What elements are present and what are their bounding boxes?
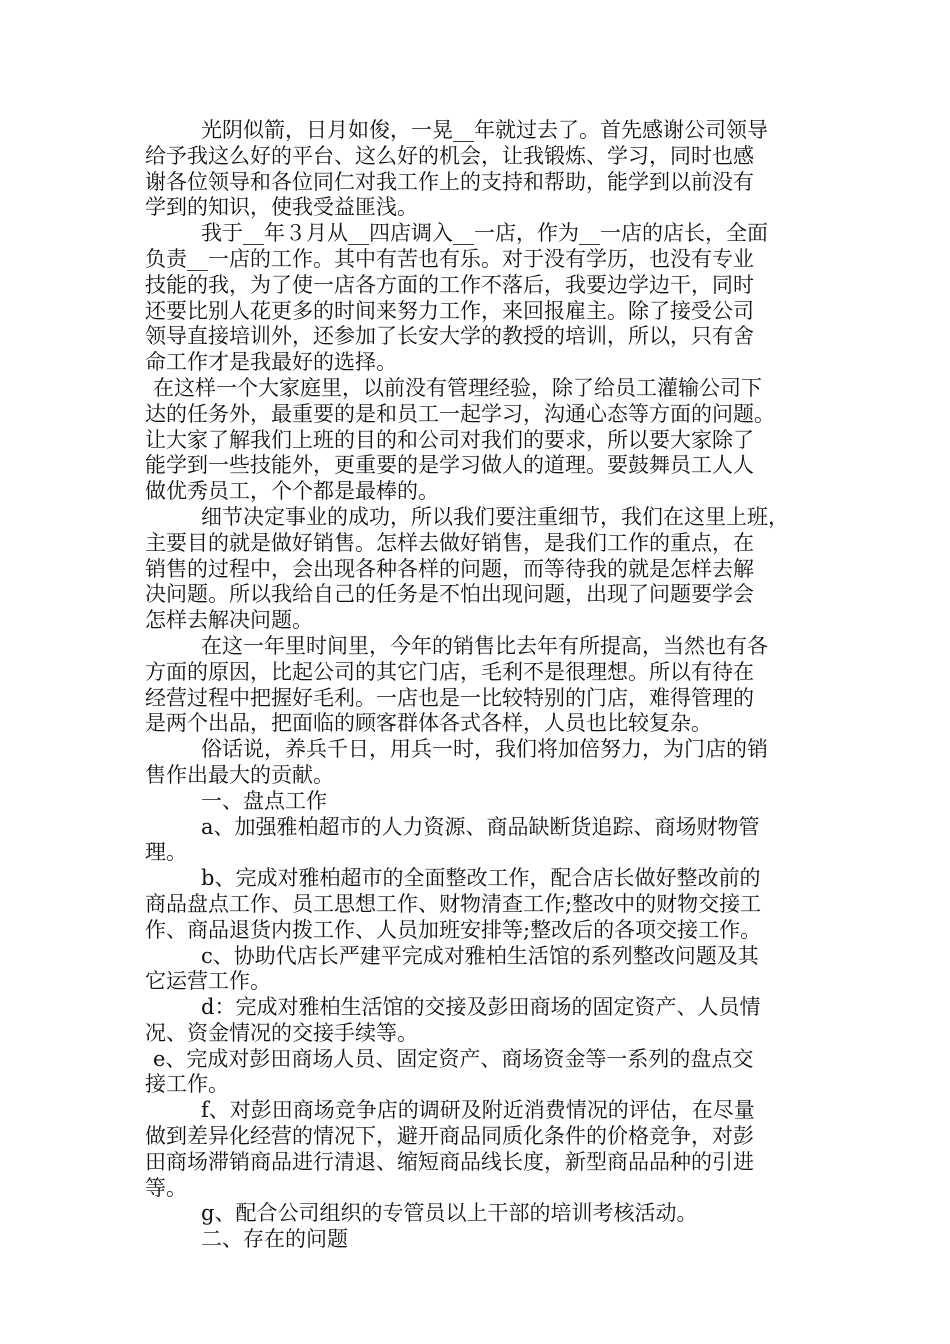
text-line: 给予我这么好的平台、这么好的机会，让我锻炼、学习，同时也感 bbox=[145, 143, 754, 168]
text-line: 学到的知识，使我受益匪浅。 bbox=[145, 195, 418, 220]
text-line: 命工作才是我最好的选择。 bbox=[145, 350, 397, 375]
text-line: 方面的原因，比起公司的其它门店，毛利不是很理想。所以有待在 bbox=[145, 659, 754, 684]
text-line: 让大家了解我们上班的目的和公司对我们的要求，所以要大家除了 bbox=[145, 427, 754, 452]
list-item bbox=[145, 1201, 813, 1227]
text-line: 在这一年里时间里，今年的销售比去年有所提高，当然也有各 bbox=[201, 633, 768, 658]
text-line: d：完成对雅柏生活馆的交接及彭田商场的固定资产、人员情 bbox=[201, 995, 761, 1020]
text-line: 作、商品退货内拨工作、人员加班安排等;整改后的各项交接工作。 bbox=[145, 917, 762, 942]
text-line: 还要比别人花更多的时间来努力工作，来回报雇主。除了接受公司 bbox=[145, 298, 754, 323]
text-line: 它运营工作。 bbox=[145, 969, 271, 994]
text-line: 接工作。 bbox=[145, 1072, 229, 1097]
text-line: a、加强雅柏超市的人力资源、商品缺断货追踪、商场财物管 bbox=[201, 814, 760, 839]
text-line: 销售的过程中，会出现各种各样的问题，而等待我的就是怎样去解 bbox=[145, 556, 754, 581]
text-line: 售作出最大的贡献。 bbox=[145, 762, 334, 787]
text-line: 等。 bbox=[145, 1175, 187, 1200]
text-line: 我于__年３月从__四店调入__一店，作为__一店的店长，全面 bbox=[201, 221, 768, 246]
text-line: 怎样去解决问题。 bbox=[145, 608, 313, 633]
paragraph bbox=[145, 376, 813, 505]
text-line: 俗话说，养兵千日，用兵一时，我们将加倍努力，为门店的销 bbox=[201, 737, 768, 762]
text-line: 理。 bbox=[145, 840, 187, 865]
paragraph bbox=[145, 634, 813, 737]
text-line: 况、资金情况的交接手续等。 bbox=[145, 1020, 418, 1045]
section-heading bbox=[145, 1227, 813, 1253]
text-line: 商品盘点工作、员工思想工作、财物清查工作;整改中的财物交接工 bbox=[145, 891, 762, 916]
text-line: 经营过程中把握好毛利。一店也是一比较特别的门店，难得管理的 bbox=[145, 685, 754, 710]
text-line: 决问题。所以我给自己的任务是不怕出现问题，出现了问题要学会 bbox=[145, 582, 754, 607]
text-line: 领导直接培训外，还参加了长安大学的教授的培训，所以，只有舍 bbox=[145, 324, 754, 349]
list-item bbox=[145, 815, 813, 867]
text-line: 二、存在的问题 bbox=[201, 1227, 348, 1252]
text-line: 光阴似箭，日月如俊，一晃__年就过去了。首先感谢公司领导 bbox=[201, 118, 768, 142]
text-line: 做优秀员工，个个都是最棒的。 bbox=[145, 479, 439, 504]
paragraph bbox=[145, 118, 813, 221]
document-page bbox=[145, 118, 813, 1253]
text-line: 负责__一店的工作。其中有苦也有乐。对于没有学历，也没有专业 bbox=[145, 246, 754, 271]
paragraph bbox=[145, 737, 813, 789]
text-line: 田商场滞销商品进行清退、缩短商品线长度，新型商品品种的引进 bbox=[145, 1149, 754, 1174]
text-line: e、完成对彭田商场人员、固定资产、商场资金等一系列的盘点交 bbox=[153, 1046, 754, 1071]
text-line: c、协助代店长严建平完成对雅柏生活馆的系列整改问题及其 bbox=[201, 943, 759, 968]
text-line: 细节决定事业的成功，所以我们要注重细节，我们在这里上班， bbox=[201, 504, 789, 529]
text-line: 技能的我，为了使一店各方面的工作不落后，我要边学边干，同时 bbox=[145, 272, 754, 297]
list-item bbox=[145, 995, 813, 1047]
paragraph bbox=[145, 505, 813, 634]
text-line: 做到差异化经营的情况下，避开商品同质化条件的价格竞争，对彭 bbox=[145, 1124, 754, 1149]
text-line: 谢各位领导和各位同仁对我工作上的支持和帮助，能学到以前没有 bbox=[145, 169, 754, 194]
section-heading bbox=[145, 789, 813, 815]
text-line: f、对彭田商场竞争店的调研及附近消费情况的评估，在尽量 bbox=[201, 1098, 755, 1123]
list-item bbox=[145, 944, 813, 996]
list-item bbox=[145, 866, 813, 943]
text-line: b、完成对雅柏超市的全面整改工作，配合店长做好整改前的 bbox=[201, 866, 761, 891]
text-line: 在这样一个大家庭里，以前没有管理经验，除了给员工灌输公司下 bbox=[153, 375, 762, 400]
list-item bbox=[145, 1047, 813, 1099]
text-line: g、配合公司组织的专管员以上干部的培训考核活动。 bbox=[201, 1201, 698, 1226]
text-line: 达的任务外，最重要的是和员工一起学习，沟通心态等方面的问题。 bbox=[145, 401, 775, 426]
list-item bbox=[145, 1098, 813, 1201]
text-line: 主要目的就是做好销售。怎样去做好销售，是我们工作的重点，在 bbox=[145, 530, 754, 555]
text-line: 是两个出品，把面临的顾客群体各式各样，人员也比较复杂。 bbox=[145, 711, 712, 736]
text-line: 一、盘点工作 bbox=[201, 788, 327, 813]
paragraph bbox=[145, 221, 813, 376]
text-line: 能学到一些技能外，更重要的是学习做人的道理。要鼓舞员工人人 bbox=[145, 453, 754, 478]
